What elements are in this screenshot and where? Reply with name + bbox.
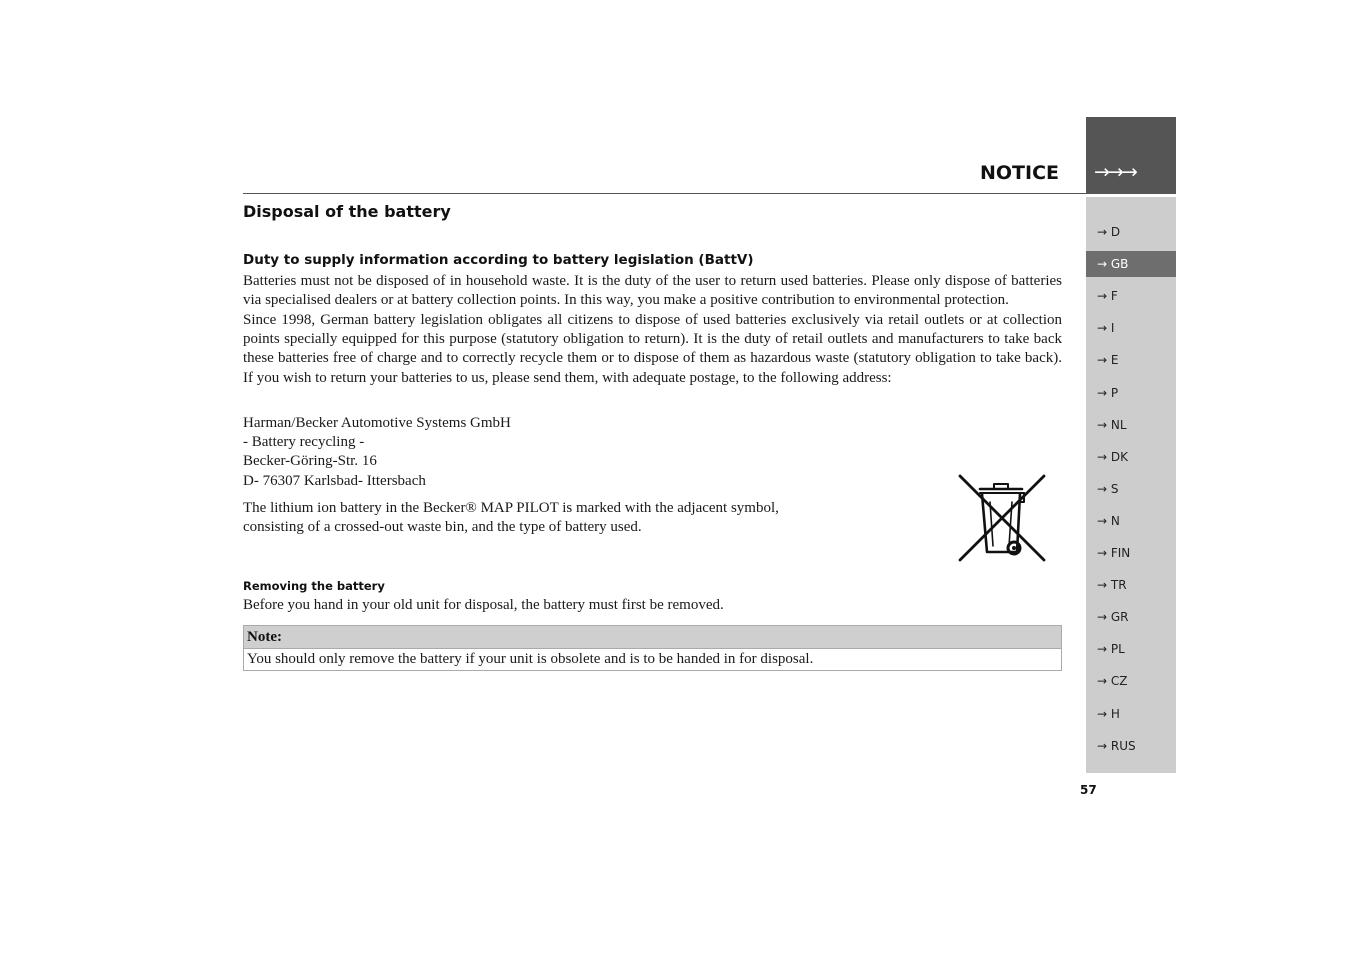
crossed-out-wheelie-bin-icon — [956, 472, 1048, 564]
language-tab-item[interactable]: → N — [1097, 513, 1120, 528]
language-tab-item[interactable]: → TR — [1097, 578, 1127, 593]
language-tab-item[interactable]: → PL — [1097, 642, 1125, 657]
subsection-heading: Removing the battery — [243, 579, 385, 593]
page-heading: Disposal of the battery — [243, 202, 451, 221]
section-heading: Duty to supply information according to battery legislation (BattV) — [243, 252, 754, 268]
language-nav — [1086, 197, 1176, 773]
language-tab-item[interactable]: → GR — [1097, 610, 1129, 625]
language-tab-item[interactable]: → I — [1097, 321, 1115, 336]
note-box — [243, 625, 1062, 671]
paragraph-batteries-disposal: Batteries must not be disposed of in household waste. It is the duty of the user to return used batteries. Please only dispose of batteries via specialised dealers or at battery collection points. In this way, you make a positive contribution to environmental protection. — [243, 273, 1062, 309]
language-tab-item[interactable]: → FIN — [1097, 546, 1131, 560]
page-section-title: NOTICE — [979, 162, 1059, 184]
language-tab-item[interactable]: → DK — [1097, 449, 1128, 464]
language-tab-item[interactable]: → RUS — [1097, 738, 1136, 753]
language-tab-item[interactable]: → P — [1097, 385, 1119, 400]
language-tab-item[interactable]: → NL — [1097, 417, 1127, 432]
language-tab-item[interactable]: → GB — [1086, 251, 1176, 277]
section-tab-header — [1086, 117, 1176, 194]
page-number: 57 — [1080, 783, 1097, 797]
address-line: Harman/Becker Automotive Systems GmbH — [243, 415, 511, 431]
paragraph-removing-battery: Before you hand in your old unit for disposal, the battery must first be removed. — [243, 597, 724, 613]
language-tab-item[interactable]: → F — [1097, 289, 1118, 304]
language-tab-item[interactable]: → H — [1097, 706, 1120, 721]
language-tab-item[interactable]: → CZ — [1097, 674, 1128, 689]
address-line: Becker-Göring-Str. 16 — [243, 453, 377, 470]
language-tab-item[interactable]: → E — [1097, 353, 1119, 368]
note-text: You should only remove the battery if your unit is obsolete and is to be handed in for disposal. — [247, 651, 814, 667]
header-divider — [243, 193, 1086, 194]
address-line: D- 76307 Karlsbad- Ittersbach — [243, 472, 426, 489]
language-tab-item[interactable]: → S — [1097, 481, 1119, 496]
paragraph-symbol-info: The lithium ion battery in the Becker® MAP PILOT is marked with the adjacent symbol, consisting of a crossed-out waste bin, and the type of battery used. — [243, 500, 779, 536]
triple-arrow-icon: →→→ — [1094, 161, 1136, 183]
language-tab-item[interactable]: → D — [1097, 225, 1121, 239]
return-address — [243, 414, 743, 491]
address-line: - Battery recycling - — [243, 434, 365, 451]
paragraph-battery-legislation: Since 1998, German battery legislation obligates all citizens to dispose of used batteries exclusively via retail outlets or at collection points specially equipped for this purpose (statutory obligation to return). It is the duty of retail outlets and manufacturers to take back these batteries free of charge and to correctly recycle them or to dispose of them as hazardous waste (statutory obligation to take back). If you wish to return your batteries to us, please send them, with adequate postage, to the following address: — [243, 312, 1062, 386]
note-title: Note: — [244, 626, 1061, 649]
